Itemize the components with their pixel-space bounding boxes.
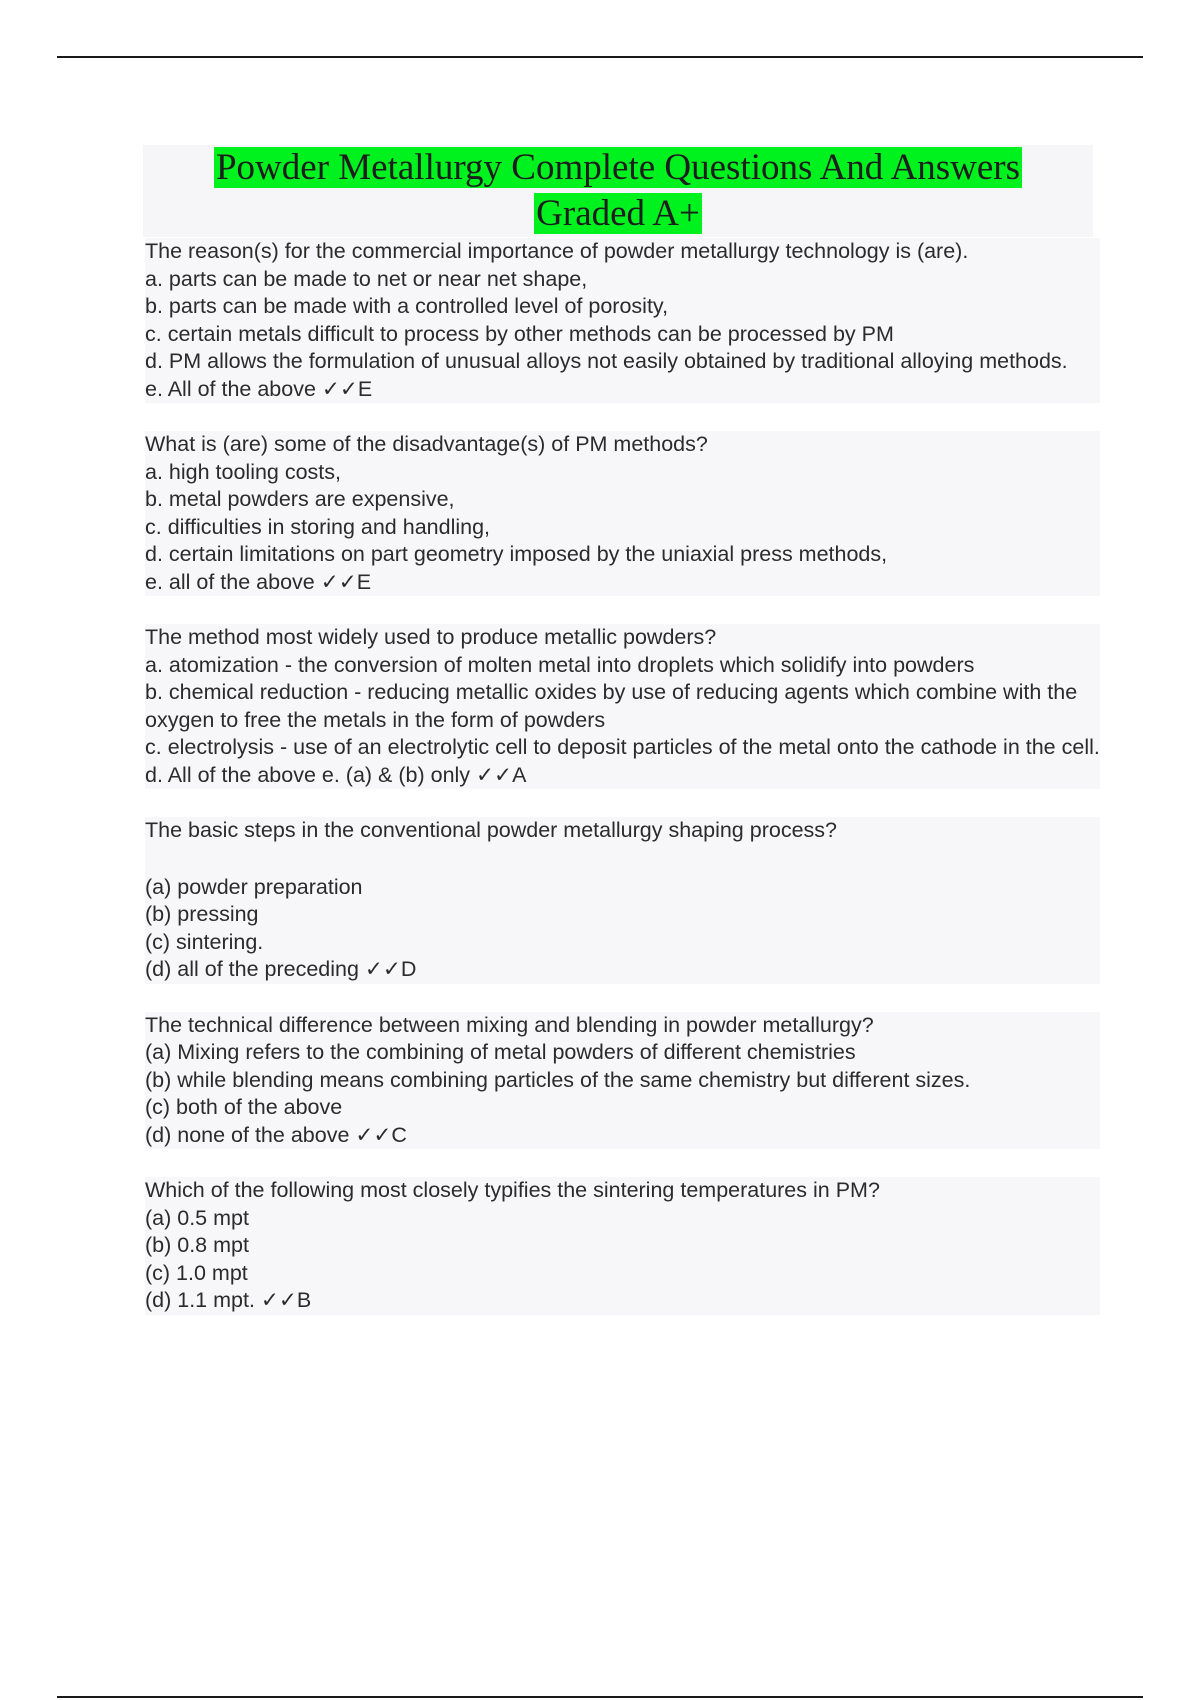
question-block — [145, 431, 1100, 596]
question-text: The reason(s) for the commercial importance of powder metallurgy technology is (are). — [145, 239, 969, 263]
blank-line — [145, 845, 1100, 874]
answer-option-correct: (d) all of the preceding ✓✓D — [145, 957, 417, 981]
question-block — [145, 624, 1100, 789]
answer-option-correct: (d) 1.1 mpt. ✓✓B — [145, 1288, 312, 1312]
answer-option: c. difficulties in storing and handling, — [145, 514, 491, 539]
answer-option: c. certain metals difficult to process by other methods can be processed by PM — [145, 321, 894, 346]
answer-option: b. parts can be made with a controlled level of porosity, — [145, 294, 669, 318]
answer-option: (c) 1.0 mpt — [145, 1260, 248, 1285]
question-text: The basic steps in the conventional powder metallurgy shaping process? — [145, 818, 837, 842]
answer-option: (c) both of the above — [145, 1095, 343, 1119]
answer-option: d. PM allows the formulation of unusual alloys not easily obtained by traditional alloying methods. — [145, 349, 1068, 373]
title-line-2: Graded A+ — [536, 193, 700, 234]
answer-option: a. parts can be made to net or near net shape, — [145, 266, 588, 291]
answer-option: (a) Mixing refers to the combining of metal powders of different chemistries — [145, 1040, 856, 1064]
answer-option: (b) 0.8 mpt — [145, 1233, 249, 1257]
answer-option: (c) sintering. — [145, 929, 264, 954]
title-block — [143, 145, 1093, 237]
title-line-1: Powder Metallurgy Complete Questions And Answers — [215, 147, 1020, 188]
question-block — [145, 1012, 1100, 1150]
page-top-rule — [57, 56, 1143, 58]
question-text: The technical difference between mixing and blending in powder metallurgy? — [145, 1012, 874, 1037]
answer-option-correct: (d) none of the above ✓✓C — [145, 1122, 407, 1147]
question-text: What is (are) some of the disadvantage(s) of PM methods? — [145, 432, 708, 456]
page-title — [143, 145, 1093, 237]
answer-option: c. electrolysis - use of an electrolytic cell to deposit particles of the metal onto the cathode in the cell. — [145, 735, 1100, 759]
answer-option: d. certain limitations on part geometry imposed by the uniaxial press methods, — [145, 542, 888, 566]
question-block — [145, 1177, 1100, 1315]
question-block — [145, 238, 1100, 403]
answer-option-correct: e. all of the above ✓✓E — [145, 569, 372, 594]
answer-option: b. metal powders are expensive, — [145, 487, 455, 511]
question-text: The method most widely used to produce metallic powders? — [145, 625, 717, 649]
page-bottom-rule — [57, 1696, 1143, 1698]
answer-option: a. high tooling costs, — [145, 459, 342, 484]
answer-option: a. atomization - the conversion of molten metal into droplets which solidify into powders — [145, 652, 975, 677]
answer-option: (a) powder preparation — [145, 874, 363, 899]
answer-option: (a) 0.5 mpt — [145, 1205, 249, 1230]
answer-option-correct: d. All of the above e. (a) & (b) only ✓✓A — [145, 762, 527, 787]
question-block — [145, 817, 1100, 984]
answer-option-correct: e. All of the above ✓✓E — [145, 376, 373, 401]
answer-option: (b) while blending means combining particles of the same chemistry but different sizes. — [145, 1067, 971, 1092]
answer-option: (b) pressing — [145, 902, 259, 926]
questions-list — [145, 238, 1100, 1343]
answer-option: b. chemical reduction - reducing metallic oxides by use of reducing agents which combine with the oxygen to free the metals in the form of powders — [145, 680, 1078, 732]
question-text: Which of the following most closely typifies the sintering temperatures in PM? — [145, 1178, 880, 1202]
